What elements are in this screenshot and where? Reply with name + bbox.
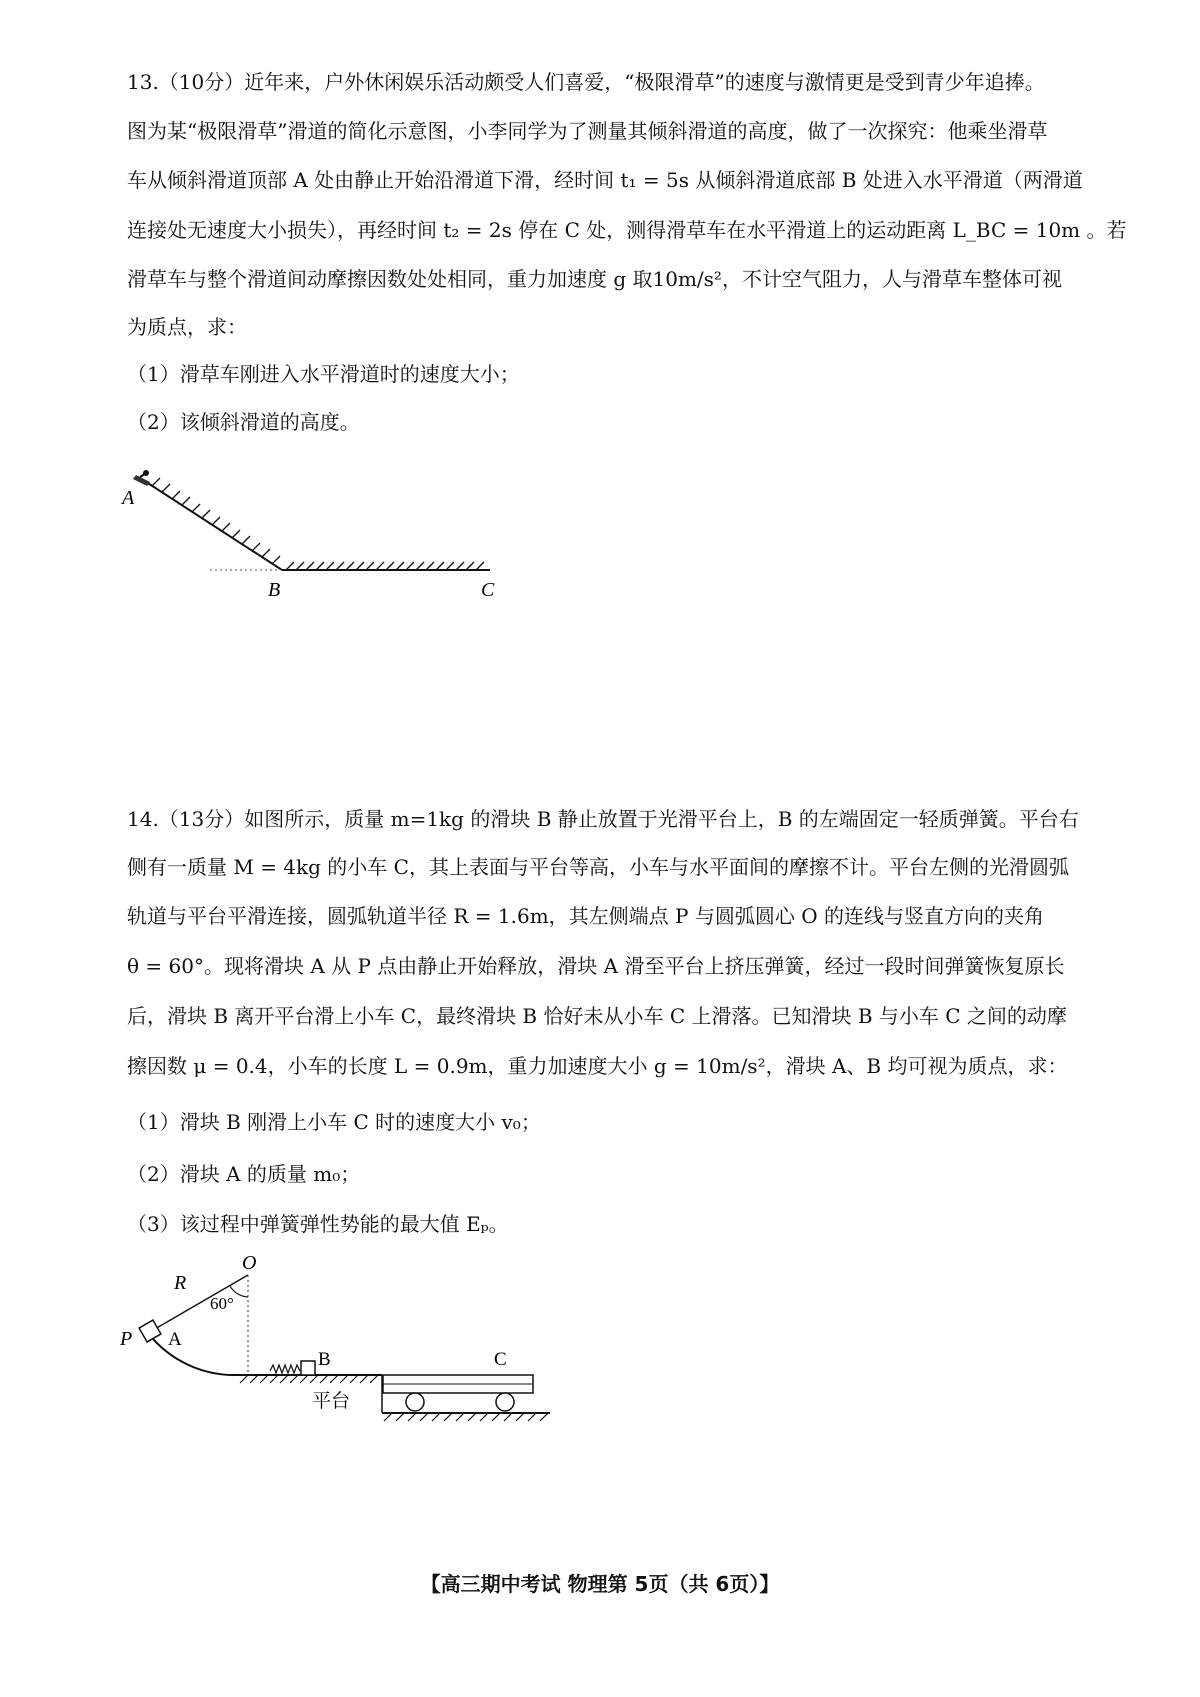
q14-figure bbox=[120, 1255, 590, 1435]
q13-sub-1: （1）滑草车刚进入水平滑道时的速度大小； bbox=[127, 362, 520, 386]
q14-label-p: P bbox=[120, 1328, 133, 1350]
q13-line-2: 图为某“极限滑草”滑道的简化示意图，小李同学为了测量其倾斜滑道的高度，做了一次探究：他乘坐滑草 bbox=[127, 119, 1048, 143]
q14-label-b: B bbox=[318, 1349, 331, 1370]
q14-label-angle: 60° bbox=[210, 1294, 234, 1313]
q14-line-6: 擦因数 μ = 0.4，小车的长度 L = 0.9m，重力加速度大小 g = 10m/s²，滑块 A、B 均可视为质点，求： bbox=[127, 1054, 1068, 1078]
q14-sub-3: （3）该过程中弹簧弹性势能的最大值 Eₚ。 bbox=[127, 1212, 509, 1236]
q14-line-4: θ = 60°。现将滑块 A 从 P 点由静止开始释放，滑块 A 滑至平台上挤压弹簧，经过一段时间弹簧恢复原长 bbox=[127, 954, 1065, 978]
cart-c-icon bbox=[383, 1375, 533, 1411]
q13-label-a: A bbox=[122, 487, 135, 509]
q14-line-5: 后，滑块 B 离开平台滑上小车 C，最终滑块 B 恰好未从小车 C 上滑落。已知滑块 B 与小车 C 之间的动摩 bbox=[127, 1004, 1067, 1028]
q14-label-c: C bbox=[494, 1349, 507, 1370]
q14-line-2: 侧有一质量 M = 4kg 的小车 C，其上表面与平台等高，小车与水平面间的摩擦不计。平台左侧的光滑圆弧 bbox=[127, 855, 1069, 879]
q13-line-5: 滑草车与整个滑道间动摩擦因数处处相同，重力加速度 g 取10m/s²，不计空气阻力，人与滑草车整体可视 bbox=[127, 267, 1062, 291]
q14-line-3: 轨道与平台平滑连接，圆弧轨道半径 R = 1.6m，其左侧端点 P 与圆弧圆心 O 的连线与竖直方向的夹角 bbox=[127, 904, 1044, 928]
q13-figure bbox=[120, 460, 510, 610]
q13-line-3: 车从倾斜滑道顶部 A 处由静止开始沿滑道下滑，经时间 t₁ = 5s 从倾斜滑道底部 B 处进入水平滑道（两滑道 bbox=[127, 168, 1083, 192]
q13-line-4: 连接处无速度大小损失），再经时间 t₂ = 2s 停在 C 处，测得滑草车在水平滑道上的运动距离 L_BC = 10m 。若 bbox=[127, 218, 1127, 242]
q14-sub-1: （1）滑块 B 刚滑上小车 C 时的速度大小 v₀； bbox=[127, 1110, 541, 1134]
page-footer: 【高三期中考试 物理第 5页（共 6页）】 bbox=[420, 1572, 780, 1596]
q14-line-1: 14.（13分）如图所示，质量 m=1kg 的滑块 B 静止放置于光滑平台上，B 的左端固定一轻质弹簧。平台右 bbox=[127, 807, 1079, 831]
q13-sub-2: （2）该倾斜滑道的高度。 bbox=[127, 410, 360, 434]
block-b-icon bbox=[301, 1361, 315, 1375]
q13-line-1: 13.（10分）近年来，户外休闲娱乐活动颇受人们喜爱，“极限滑草”的速度与激情更是受到青少年追捧。 bbox=[127, 70, 1045, 94]
q14-label-platform: 平台 bbox=[312, 1391, 351, 1412]
q14-label-r: R bbox=[174, 1272, 187, 1294]
q14-label-a: A bbox=[168, 1329, 182, 1350]
q13-label-b: B bbox=[268, 579, 281, 601]
q13-label-c: C bbox=[481, 579, 495, 601]
block-a-icon bbox=[139, 1320, 161, 1342]
q13-line-6: 为质点，求： bbox=[127, 315, 247, 339]
q14-label-o: O bbox=[242, 1255, 257, 1274]
q14-sub-2: （2）滑块 A 的质量 m₀； bbox=[127, 1162, 361, 1186]
sled-icon bbox=[133, 470, 150, 486]
spring-icon bbox=[270, 1365, 300, 1373]
